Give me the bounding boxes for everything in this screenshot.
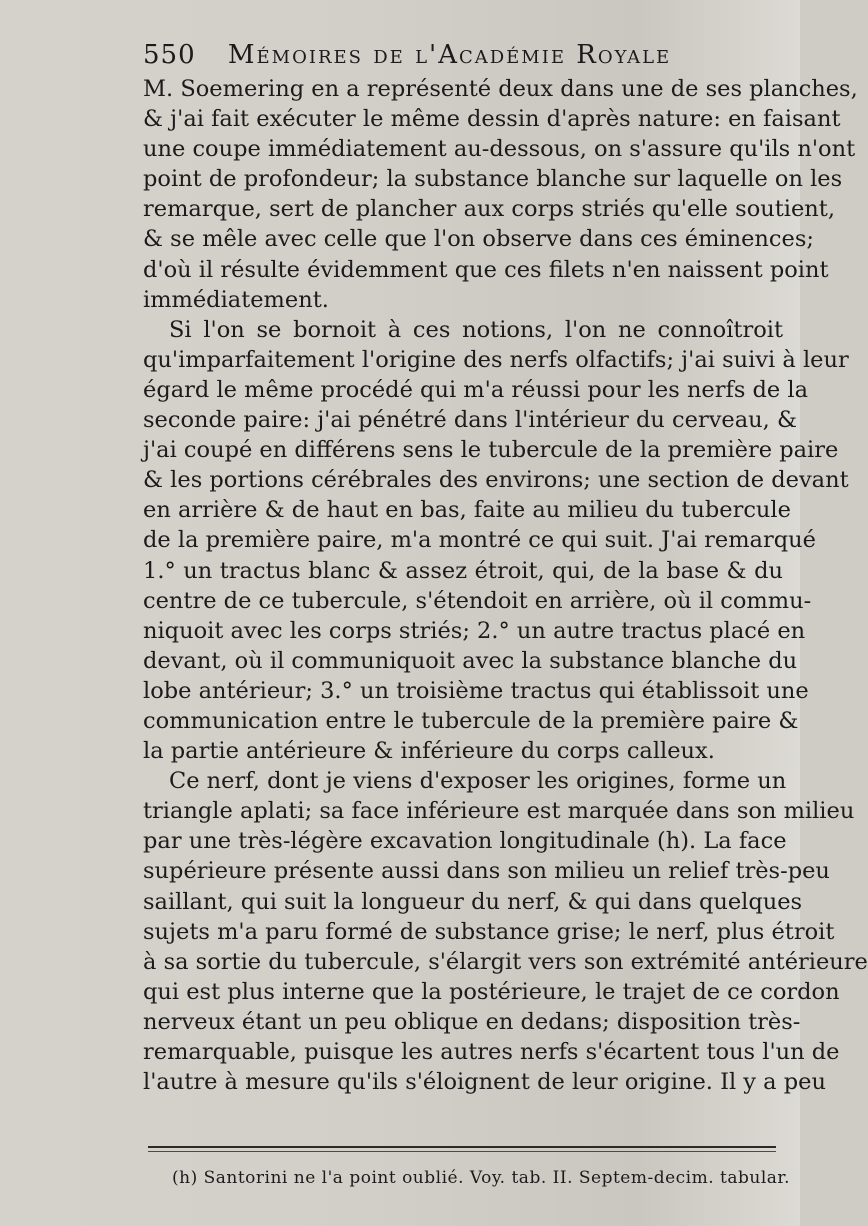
text-line: immédiatement.: [143, 286, 329, 313]
text-line: j'ai coupé en différens sens le tubercule de la première paire: [143, 437, 839, 464]
text-line: saillant, qui suit la longueur du nerf, & qui dans quelques: [143, 888, 803, 915]
text-line: triangle aplati; sa face inférieure est marquée dans son milieu: [143, 798, 855, 825]
page-number: 550: [143, 40, 196, 70]
page-header: [143, 40, 783, 76]
text-line: remarque, sert de plancher aux corps striés qu'elle soutient,: [143, 196, 835, 223]
footnote: (h) Santorini ne l'a point oublié. Voy. tab. II. Septem-decim. tabular.: [172, 1168, 791, 1188]
text-line: nerveux étant un peu oblique en dedans; disposition très-: [143, 1008, 801, 1035]
paragraph-start-line: Si l'on se bornoit à ces notions, l'on ne connoîtroit: [169, 316, 783, 343]
text-line: seconde paire: j'ai pénétré dans l'intérieur du cerveau, &: [143, 407, 797, 434]
text-line: de la première paire, m'a montré ce qui suit. J'ai remarqué: [143, 527, 816, 554]
text-line: 1.° un tractus blanc & assez étroit, qui, de la base & du: [143, 557, 783, 584]
text-line: l'autre à mesure qu'ils s'éloignent de leur origine. Il y a peu: [143, 1069, 826, 1096]
text-line: & se mêle avec celle que l'on observe dans ces éminences;: [143, 226, 814, 253]
text-line: M. Soemering en a représenté deux dans une de ses planches,: [143, 76, 858, 102]
text-line: sujets m'a paru formé de substance grise; le nerf, plus étroit: [143, 918, 835, 945]
text-line: égard le même procédé qui m'a réussi pour les nerfs de la: [143, 376, 809, 403]
text-line: en arrière & de haut en bas, faite au milieu du tubercule: [143, 497, 791, 524]
text-line: & j'ai fait exécuter le même dessin d'après nature: en faisant: [143, 106, 841, 133]
text-line: niquoit avec les corps striés; 2.° un autre tractus placé en: [143, 617, 806, 644]
text-line: centre de ce tubercule, s'étendoit en arrière, où il commu-: [143, 587, 812, 614]
text-line: à sa sortie du tubercule, s'élargit vers son extrémité antérieure: [143, 948, 868, 975]
text-line: une coupe immédiatement au-dessous, on s'assure qu'ils n'ont: [143, 136, 856, 163]
text-line: d'où il résulte évidemment que ces filets n'en naissent point: [143, 256, 829, 283]
text-line: devant, où il communiquoit avec la substance blanche du: [143, 647, 798, 674]
text-line: qui est plus interne que la postérieure, le trajet de ce cordon: [143, 978, 840, 1005]
text-line: lobe antérieur; 3.° un troisième tractus qui établissoit une: [143, 677, 809, 704]
text-line: supérieure présente aussi dans son milieu un relief très-peu: [143, 858, 830, 885]
text-line: qu'imparfaitement l'origine des nerfs olfactifs; j'ai suivi à leur: [143, 346, 849, 373]
text-line: communication entre le tubercule de la première paire &: [143, 707, 799, 734]
footnote-rule: [148, 1146, 776, 1148]
body-text: [143, 74, 868, 1097]
paragraph-start-line: Ce nerf, dont je viens d'exposer les origines, forme un: [169, 768, 787, 795]
text-line: remarquable, puisque les autres nerfs s'écartent tous l'un de: [143, 1039, 840, 1065]
text-line: par une très-légère excavation longitudinale (h). La face: [143, 828, 787, 855]
text-line: point de profondeur; la substance blanche sur laquelle on les: [143, 166, 843, 193]
text-line: la partie antérieure & inférieure du corps calleux.: [143, 738, 715, 765]
footnote-rule-thin: [148, 1151, 776, 1152]
running-title: Mémoires de l'Académie Royale: [227, 40, 672, 70]
text-line: & les portions cérébrales des environs; une section de devant: [143, 467, 849, 494]
